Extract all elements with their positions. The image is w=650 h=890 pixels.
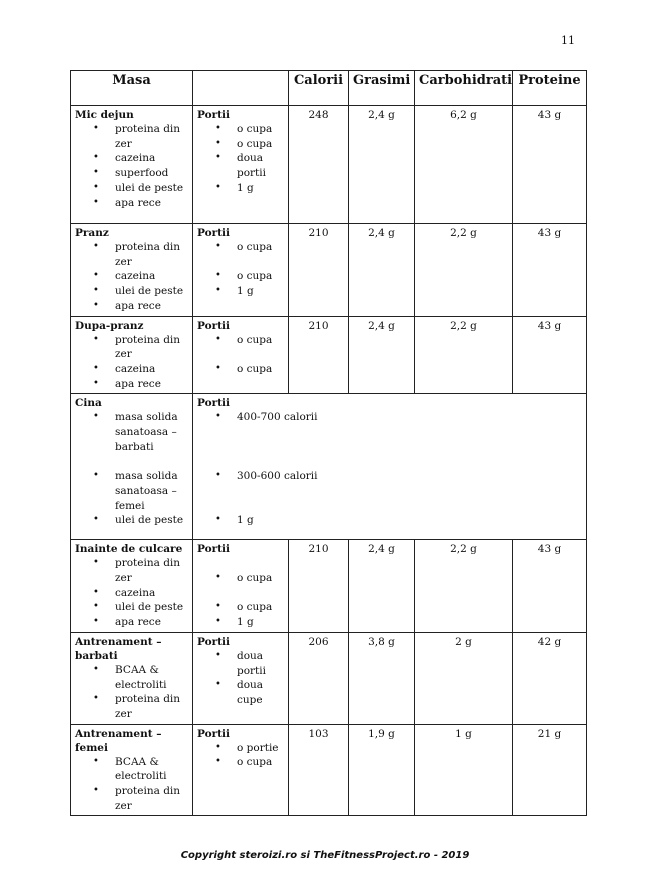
meal-items-list [75,240,188,314]
portions-cell [193,394,587,540]
portions-list [197,556,284,630]
portions-list [197,741,284,770]
proteine-value: 43 g [513,224,587,317]
meal-name: Inainte de culcare [75,543,183,556]
proteine-value: 43 g [513,316,587,394]
list-item: • o cupa [237,571,284,586]
meal-items-list [75,333,188,392]
list-item: • o cupa [237,122,284,137]
portions-list [197,240,284,299]
meal-items-list [75,556,188,630]
meal-cell [71,724,193,816]
meal-items-list [75,410,188,528]
list-item: • ulei de peste [115,600,188,615]
grasimi-value: 2,4 g [349,106,415,224]
calorii-value: 210 [289,316,349,394]
meal-cell [71,540,193,633]
meal-cell [71,316,193,394]
carbohidrati-value: 2,2 g [415,540,513,633]
carbohidrati-value: 2,2 g [415,316,513,394]
list-item: • o cupa [237,137,284,152]
grasimi-value: 3,8 g [349,632,415,724]
table-row [71,394,587,540]
portions-cell [193,540,289,633]
list-item: • proteina din zer [115,556,188,585]
list-item: • apa rece [115,615,188,630]
portii-label: Portii [197,109,230,121]
calorii-value: 248 [289,106,349,224]
header-masa: Masa [71,71,193,106]
portii-label: Portii [197,397,230,410]
meal-name: Mic dejun [75,109,134,121]
list-item: • o cupa [237,240,284,255]
table-row [71,106,587,224]
meal-cell [71,394,193,540]
grasimi-value: 2,4 g [349,316,415,394]
list-item: • cazeina [115,269,188,284]
meal-items-list [75,755,188,814]
list-item: • 1 g [237,513,582,528]
list-item: • proteina din zer [115,240,188,269]
list-item: • 400-700 calorii [237,410,582,425]
carbohidrati-value: 2 g [415,632,513,724]
list-item: • 1 g [237,284,284,299]
list-item: • 1 g [237,181,284,196]
list-item: • ulei de peste [115,284,188,299]
proteine-value: 21 g [513,724,587,816]
list-item: • apa rece [115,196,188,211]
portii-label: Portii [197,727,230,740]
header-portii [193,71,289,106]
meal-name: Cina [75,397,102,410]
carbohidrati-value: 1 g [415,724,513,816]
list-item: • o cupa [237,333,284,348]
portions-cell [193,316,289,394]
meal-cell [71,106,193,224]
portions-list [197,410,582,528]
table-row [71,316,587,394]
proteine-value: 42 g [513,632,587,724]
meal-items-list [75,663,188,722]
portions-cell [193,106,289,224]
table-row [71,224,587,317]
portions-list [197,649,284,708]
grasimi-value: 2,4 g [349,224,415,317]
list-item: • proteina din zer [115,692,188,721]
list-item: • masa solida sanatoasa – femei [115,469,188,513]
grasimi-value: 2,4 g [349,540,415,633]
portii-label: Portii [197,543,230,556]
list-item: • superfood [115,166,188,181]
list-item: • o cupa [237,362,284,377]
list-item: • doua portii [237,649,284,678]
copyright-footer: Copyright steroizi.ro si TheFitnessProject.ro - 2019 [180,850,470,861]
list-item: • BCAA & electroliti [115,755,188,784]
calorii-value: 103 [289,724,349,816]
list-item: • doua cupe [237,678,284,707]
table-row [71,724,587,816]
list-item: • o portie [237,741,284,756]
portions-cell [193,224,289,317]
list-item: • o cupa [237,269,284,284]
list-item: • masa solida sanatoasa – barbati [115,410,188,454]
list-item: • 300-600 calorii [237,469,582,484]
portions-list [197,122,284,196]
portions-list [197,333,284,377]
table-header-row [71,71,587,106]
list-item: • proteina din zer [115,122,188,151]
list-item: • cazeina [115,151,188,166]
carbohidrati-value: 6,2 g [415,106,513,224]
list-item: • o cupa [237,755,284,770]
portii-label: Portii [197,227,230,239]
table-body [71,106,587,816]
list-item: • cazeina [115,586,188,601]
header-carbohidrati: Carbohidrati [415,71,513,106]
list-item: • ulei de peste [115,513,188,528]
meal-name: Pranz [75,227,109,239]
calorii-value: 210 [289,540,349,633]
page-number: 11 [561,34,575,47]
list-item: • apa rece [115,299,188,314]
list-item: • proteina din zer [115,333,188,362]
list-item: • BCAA & electroliti [115,663,188,692]
portii-label: Portii [197,319,230,332]
list-item: • doua portii [237,151,284,180]
meal-items-list [75,122,188,210]
list-item: • 1 g [237,615,284,630]
portii-label: Portii [197,635,230,648]
list-item: • apa rece [115,377,188,392]
list-item: • o cupa [237,600,284,615]
portions-cell [193,724,289,816]
table-row [71,540,587,633]
table-row [71,632,587,724]
grasimi-value: 1,9 g [349,724,415,816]
meal-name: Antrenament – femei [75,727,162,754]
proteine-value: 43 g [513,106,587,224]
meal-cell [71,632,193,724]
calorii-value: 210 [289,224,349,317]
meal-name: Dupa-pranz [75,319,144,332]
list-item: • cazeina [115,362,188,377]
meal-cell [71,224,193,317]
header-calorii: Calorii [289,71,349,106]
list-item: • ulei de peste [115,181,188,196]
header-grasimi: Grasimi [349,71,415,106]
carbohidrati-value: 2,2 g [415,224,513,317]
header-proteine: Proteine [513,71,587,106]
proteine-value: 43 g [513,540,587,633]
list-item: • proteina din zer [115,784,188,813]
portions-cell [193,632,289,724]
meal-plan-table [70,70,587,816]
meal-name: Antrenament – barbati [75,635,162,662]
calorii-value: 206 [289,632,349,724]
